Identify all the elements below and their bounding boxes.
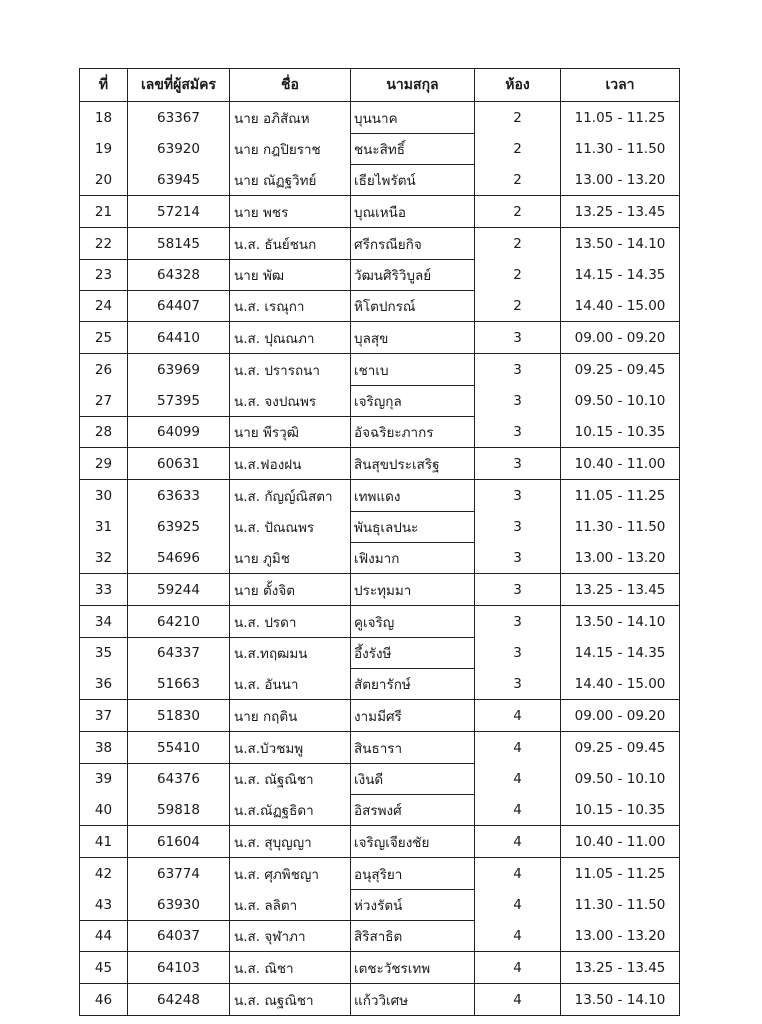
cell-surname: สัตยารักษ์ — [351, 668, 475, 699]
cell-time: 11.30 - 11.50 — [574, 896, 666, 913]
cell-name: น.ส. ธันย์ชนก — [230, 228, 351, 259]
cell-room: 3 — [475, 416, 561, 447]
cell-no: 25 — [80, 322, 128, 353]
cell-room: 3 — [475, 511, 561, 542]
table-row — [80, 511, 679, 542]
cell-no: 30 — [80, 480, 128, 511]
table-row — [80, 983, 679, 1015]
cell-name: น.ส. จุฬาภา — [230, 920, 351, 951]
cell-room: 3 — [475, 637, 561, 668]
cell-surname: ศรีกรณียกิจ — [351, 228, 475, 259]
row-divider — [351, 385, 475, 386]
cell-surname: บุนนาค — [351, 102, 475, 133]
cell-no: 23 — [80, 259, 128, 290]
header-surname: นามสกุล — [351, 69, 475, 101]
cell-name: น.ส. ปรารถนา — [230, 354, 351, 385]
cell-time: 14.40 - 15.00 — [574, 675, 666, 692]
cell-no: 28 — [80, 416, 128, 447]
cell-time: 11.30 - 11.50 — [574, 518, 666, 535]
cell-no: 42 — [80, 858, 128, 889]
cell-no: 43 — [80, 889, 128, 920]
cell-room: 2 — [475, 196, 561, 227]
cell-applicant-id: 64248 — [128, 984, 230, 1015]
cell-time: 09.25 - 09.45 — [574, 739, 666, 756]
cell-time: 13.50 - 14.10 — [574, 991, 666, 1008]
cell-room: 2 — [475, 290, 561, 321]
cell-surname: อึ้งรังษี — [351, 637, 475, 668]
cell-no: 41 — [80, 826, 128, 857]
cell-name: น.ส. ลลิตา — [230, 889, 351, 920]
cell-no: 46 — [80, 984, 128, 1015]
cell-name: นาย พีรวุฒิ — [230, 416, 351, 447]
cell-time: 11.30 - 11.50 — [574, 140, 666, 157]
row-divider — [80, 290, 475, 291]
cell-applicant-id: 60631 — [128, 448, 230, 479]
cell-no: 38 — [80, 732, 128, 763]
cell-time: 13.25 - 13.45 — [574, 581, 666, 598]
cell-room: 4 — [475, 763, 561, 794]
cell-name: น.ส.ณัฏฐธิดา — [230, 794, 351, 825]
cell-room: 2 — [475, 259, 561, 290]
cell-name: น.ส. ศุภพิชญา — [230, 858, 351, 889]
cell-surname: บุณเหนือ — [351, 196, 475, 227]
cell-name: นาย ตั้งจิต — [230, 574, 351, 605]
cell-surname: ชนะสิทธิ์ — [351, 133, 475, 164]
cell-no: 40 — [80, 794, 128, 825]
row-divider — [351, 794, 475, 795]
cell-room: 4 — [475, 920, 561, 951]
cell-applicant-id: 58145 — [128, 228, 230, 259]
header-no: ที่ — [80, 69, 128, 101]
cell-room: 3 — [475, 606, 561, 637]
cell-room: 4 — [475, 794, 561, 825]
cell-applicant-id: 55410 — [128, 732, 230, 763]
table-row — [80, 290, 679, 321]
table-row — [80, 321, 679, 353]
table-row — [80, 259, 679, 290]
cell-time: 13.00 - 13.20 — [574, 171, 666, 188]
cell-no: 32 — [80, 542, 128, 573]
cell-room: 4 — [475, 826, 561, 857]
cell-name: น.ส. อันนา — [230, 668, 351, 699]
cell-no: 31 — [80, 511, 128, 542]
cell-surname: เธียไพรัตน์ — [351, 164, 475, 195]
header-applicant-id: เลขที่ผู้สมัคร — [128, 69, 230, 101]
cell-time: 13.50 - 14.10 — [574, 235, 666, 252]
cell-applicant-id: 61604 — [128, 826, 230, 857]
table-row — [80, 573, 679, 605]
cell-applicant-id: 51663 — [128, 668, 230, 699]
cell-time: 09.00 - 09.20 — [574, 329, 666, 346]
row-divider — [351, 542, 475, 543]
cell-name: นาย กฎปิยราช — [230, 133, 351, 164]
cell-applicant-id: 63774 — [128, 858, 230, 889]
cell-room: 3 — [475, 354, 561, 385]
cell-time: 13.00 - 13.20 — [574, 927, 666, 944]
cell-surname: เฟิงมาก — [351, 542, 475, 573]
cell-surname: เจริญเจียงชัย — [351, 826, 475, 857]
table-row — [80, 479, 679, 511]
cell-time: 10.40 - 11.00 — [574, 455, 666, 472]
cell-surname: สินสุขประเสริฐ — [351, 448, 475, 479]
cell-applicant-id: 64103 — [128, 952, 230, 983]
table-row — [80, 133, 679, 164]
cell-no: 26 — [80, 354, 128, 385]
cell-surname: พันธุเลปนะ — [351, 511, 475, 542]
cell-surname: เชาเบ — [351, 354, 475, 385]
cell-applicant-id: 64410 — [128, 322, 230, 353]
cell-name: น.ส. ณัฐณิชา — [230, 763, 351, 794]
cell-no: 34 — [80, 606, 128, 637]
cell-name: นาย พชร — [230, 196, 351, 227]
cell-room: 3 — [475, 668, 561, 699]
cell-time: 13.50 - 14.10 — [574, 613, 666, 630]
cell-applicant-id: 63633 — [128, 480, 230, 511]
cell-room: 2 — [475, 133, 561, 164]
cell-name: นาย ภูมิช — [230, 542, 351, 573]
cell-applicant-id: 59818 — [128, 794, 230, 825]
cell-room: 3 — [475, 542, 561, 573]
cell-no: 20 — [80, 164, 128, 195]
cell-applicant-id: 64337 — [128, 637, 230, 668]
cell-surname: แก้ววิเศษ — [351, 984, 475, 1015]
cell-name: น.ส. เรณุกา — [230, 290, 351, 321]
cell-applicant-id: 64376 — [128, 763, 230, 794]
cell-surname: อัจฉริยะภากร — [351, 416, 475, 447]
table-row — [80, 385, 679, 416]
cell-room: 4 — [475, 858, 561, 889]
header-name: ชื่อ — [230, 69, 351, 101]
cell-no: 21 — [80, 196, 128, 227]
cell-name: น.ส. ณฐณิชา — [230, 984, 351, 1015]
cell-room: 4 — [475, 952, 561, 983]
row-divider — [80, 637, 475, 638]
cell-applicant-id: 63367 — [128, 102, 230, 133]
cell-no: 22 — [80, 228, 128, 259]
cell-no: 33 — [80, 574, 128, 605]
cell-time: 14.15 - 14.35 — [574, 266, 666, 283]
cell-room: 3 — [475, 480, 561, 511]
cell-time: 13.00 - 13.20 — [574, 549, 666, 566]
cell-surname: วัฒนศิริวิบูลย์ — [351, 259, 475, 290]
cell-no: 37 — [80, 700, 128, 731]
row-divider — [80, 763, 475, 764]
table-row — [80, 920, 679, 951]
table-row — [80, 195, 679, 227]
cell-time: 14.15 - 14.35 — [574, 644, 666, 661]
row-divider — [80, 920, 475, 921]
cell-surname: สินธารา — [351, 732, 475, 763]
table-row — [80, 102, 679, 133]
cell-surname: งามมีศรี — [351, 700, 475, 731]
cell-no: 44 — [80, 920, 128, 951]
table-row — [80, 416, 679, 447]
cell-applicant-id: 59244 — [128, 574, 230, 605]
row-divider — [351, 889, 475, 890]
table-row — [80, 605, 679, 637]
table-row — [80, 731, 679, 763]
cell-no: 35 — [80, 637, 128, 668]
cell-time: 09.00 - 09.20 — [574, 707, 666, 724]
cell-room: 4 — [475, 732, 561, 763]
table-row — [80, 699, 679, 731]
table-row — [80, 353, 679, 385]
cell-time: 11.05 - 11.25 — [574, 865, 666, 882]
cell-room: 2 — [475, 164, 561, 195]
cell-surname: คูเจริญ — [351, 606, 475, 637]
cell-applicant-id: 63945 — [128, 164, 230, 195]
schedule-table — [79, 68, 680, 1016]
cell-time: 11.05 - 11.25 — [574, 109, 666, 126]
row-divider — [351, 133, 475, 134]
cell-name: น.ส. ปุณณภา — [230, 322, 351, 353]
table-row — [80, 668, 679, 699]
table-row — [80, 951, 679, 983]
cell-room: 3 — [475, 322, 561, 353]
cell-applicant-id: 63920 — [128, 133, 230, 164]
cell-no: 29 — [80, 448, 128, 479]
table-row — [80, 164, 679, 195]
cell-surname: ประทุมมา — [351, 574, 475, 605]
cell-time: 09.25 - 09.45 — [574, 361, 666, 378]
cell-room: 3 — [475, 574, 561, 605]
row-divider — [351, 511, 475, 512]
cell-room: 2 — [475, 102, 561, 133]
cell-name: น.ส. จงปณพร — [230, 385, 351, 416]
cell-room: 3 — [475, 448, 561, 479]
cell-room: 4 — [475, 984, 561, 1015]
cell-room: 4 — [475, 700, 561, 731]
cell-name: นาย ณัฏฐวิทย์ — [230, 164, 351, 195]
cell-applicant-id: 57395 — [128, 385, 230, 416]
cell-time: 09.50 - 10.10 — [574, 770, 666, 787]
cell-name: นาย กฤติน — [230, 700, 351, 731]
cell-time: 11.05 - 11.25 — [574, 487, 666, 504]
cell-name: น.ส.ทฤฒมน — [230, 637, 351, 668]
cell-no: 39 — [80, 763, 128, 794]
cell-surname: เงินดี — [351, 763, 475, 794]
table-row — [80, 857, 679, 889]
cell-room: 4 — [475, 889, 561, 920]
cell-applicant-id: 64328 — [128, 259, 230, 290]
cell-name: น.ส. กัญญ์ณิสตา — [230, 480, 351, 511]
cell-no: 27 — [80, 385, 128, 416]
cell-time: 10.15 - 10.35 — [574, 423, 666, 440]
cell-time: 14.40 - 15.00 — [574, 297, 666, 314]
table-row — [80, 542, 679, 573]
cell-no: 45 — [80, 952, 128, 983]
cell-surname: เจริญกุล — [351, 385, 475, 416]
cell-no: 19 — [80, 133, 128, 164]
row-divider — [351, 164, 475, 165]
cell-surname: อนุสุริยา — [351, 858, 475, 889]
cell-applicant-id: 64037 — [128, 920, 230, 951]
cell-time: 09.50 - 10.10 — [574, 392, 666, 409]
cell-applicant-id: 63930 — [128, 889, 230, 920]
cell-room: 2 — [475, 228, 561, 259]
cell-applicant-id: 63925 — [128, 511, 230, 542]
cell-surname: เตชะวัชรเทพ — [351, 952, 475, 983]
cell-time: 10.40 - 11.00 — [574, 833, 666, 850]
table-row — [80, 227, 679, 259]
cell-name: นาย อภิสัณห — [230, 102, 351, 133]
cell-time: 13.25 - 13.45 — [574, 203, 666, 220]
cell-no: 24 — [80, 290, 128, 321]
cell-surname: บุลสุข — [351, 322, 475, 353]
cell-name: น.ส. สุบุญญา — [230, 826, 351, 857]
table-header — [80, 69, 679, 102]
cell-applicant-id: 63969 — [128, 354, 230, 385]
row-divider — [80, 259, 475, 260]
cell-applicant-id: 57214 — [128, 196, 230, 227]
cell-name: น.ส.ฟองฝน — [230, 448, 351, 479]
cell-name: น.ส.บัวชมพู — [230, 732, 351, 763]
cell-time: 10.15 - 10.35 — [574, 801, 666, 818]
table-row — [80, 637, 679, 668]
cell-surname: เทพแดง — [351, 480, 475, 511]
cell-no: 18 — [80, 102, 128, 133]
cell-applicant-id: 51830 — [128, 700, 230, 731]
cell-time: 13.25 - 13.45 — [574, 959, 666, 976]
cell-applicant-id: 64099 — [128, 416, 230, 447]
cell-applicant-id: 64407 — [128, 290, 230, 321]
cell-name: น.ส. ณิชา — [230, 952, 351, 983]
table-row — [80, 447, 679, 479]
cell-surname: หิโตปกรณ์ — [351, 290, 475, 321]
cell-surname: อิสรพงศ์ — [351, 794, 475, 825]
table-row — [80, 825, 679, 857]
cell-name: น.ส. ปัณณพร — [230, 511, 351, 542]
row-divider — [351, 668, 475, 669]
header-room: ห้อง — [475, 69, 561, 101]
cell-applicant-id: 64210 — [128, 606, 230, 637]
cell-room: 3 — [475, 385, 561, 416]
cell-name: นาย พัฒ — [230, 259, 351, 290]
row-divider — [80, 416, 475, 417]
cell-surname: ห่วงรัตน์ — [351, 889, 475, 920]
table-row — [80, 763, 679, 794]
table-body — [80, 102, 679, 1015]
cell-no: 36 — [80, 668, 128, 699]
table-row — [80, 889, 679, 920]
cell-applicant-id: 54696 — [128, 542, 230, 573]
table-row — [80, 794, 679, 825]
header-time: เวลา — [605, 77, 635, 93]
cell-name: น.ส. ปรดา — [230, 606, 351, 637]
cell-surname: สิริสาธิต — [351, 920, 475, 951]
